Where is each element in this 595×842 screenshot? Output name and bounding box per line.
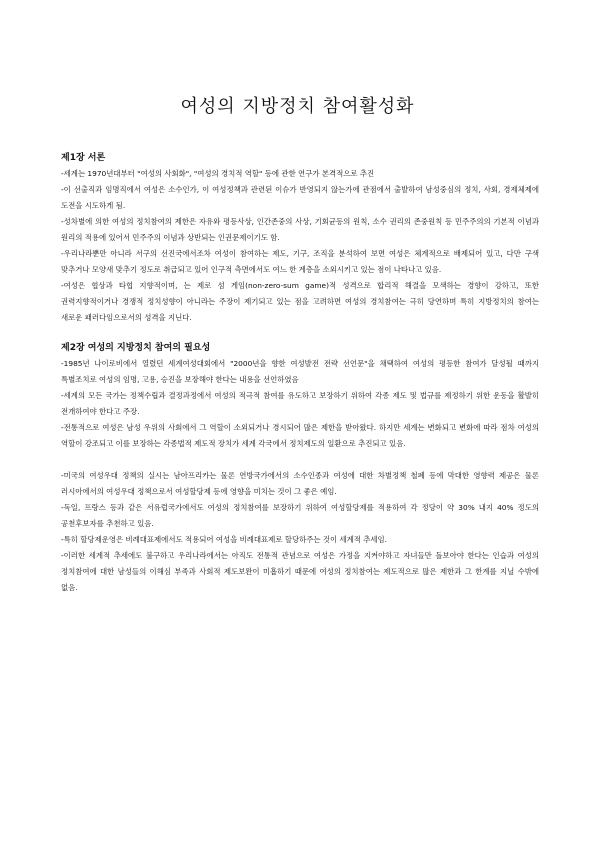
- document-body: [61, 150, 539, 596]
- paragraph: -성차별에 의한 여성의 정치참여의 제한은 자유와 평등사상, 인간존중의 사상, 기회균등의 원칙, 소수 권리의 존중원칙 등 민주주의의 기본적 이념과 원리의 적용에 있어서 민주주의 이념과 상반되는 인권문제이기도 함.: [61, 217, 539, 242]
- paragraph: -1985년 나이로비에서 열렸던 세계여성대회에서 "2000년을 향한 여성발전 전략 선언문"을 채택하여 여성의 평등한 참여가 달성될 때까지 특별조치로 여성의 임명, 고용, 승진을 보장해야 한다는 내용을 선언하였음: [61, 359, 539, 384]
- paragraph: -여성은 협상과 타협 지향적이며, 는 제로 섬 게임(non-zero-sum game)적 성격으로 합리적 해결을 모색하는 경향이 강하고, 또한 권력지향적이거나 경쟁적 정치성향이 아니라는 주장이 제기되고 있는 점을 고려하면 여성의 경치참여는 극히 당연하며 특히 지방정치의 참여는 새로운 패러다임으로서의 성격을 지닌다.: [61, 281, 539, 322]
- paragraph: -미국의 여성우대 정책의 실시는 남아프리카는 물론 연방국가에서의 소수인종과 여성에 대한 차별정책 철폐 등에 막대한 영향력 제공은 물론 러시아에서의 여성우대 정책으로서 여성할당제 등에 영향을 미치는 것이 그 좋은 예임.: [61, 471, 539, 496]
- paragraph: -이 선출직과 임명직에서 여성은 소수인가, 이 여성정책과 관련된 이슈가 반영되지 않는가에 관점에서 출발하여 남성중심의 정치, 사회, 경제체제에 도전을 시도하게 됨.: [61, 185, 539, 210]
- paragraph: -우리나라뿐만 아니라 서구의 선진국에서조차 여성이 참여하는 제도, 기구, 조직을 분석하여 보면 여성은 체계적으로 배제되어 있고, 다만 구색 맞추거나 모양새 맞추기 정도로 취급되고 있어 인구적 측면에서도 여느 한 계층을 소외시키고 있는 점이 나타나고 있음.: [61, 249, 539, 274]
- section-heading: 제1장 서론: [61, 153, 106, 163]
- section-introduction: [61, 150, 539, 326]
- paragraph: -이러한 세계적 추세에도 불구하고 우리나라에서는 아직도 전통적 관념으로 여성은 가정을 지켜야하고 자녀들만 돌보아야 한다는 인습과 여성의 정치참여에 대한 남성들의 이해심 부족과 사회적 제도보완이 미흡하기 때문에 여성의 정치참여는 제도적으로 많은 제한과 그 한계를 지닐 수밖에 없음.: [61, 551, 539, 592]
- paragraph-spacer: [61, 452, 539, 468]
- paragraph: -전통적으로 여성은 남성 우위의 사회에서 그 역할이 소외되거나 경시되어 많은 제한을 받아왔다. 하지만 세계는 변화되고 변화에 따라 점차 여성의 역할이 강조되고 이를 보장하는 각종법적 제도적 장치가 세계 각국에서 정치제도의 일환으로 추진되고 있음.: [61, 423, 539, 448]
- document-title: 여성의 지방정치 참여활성화: [180, 96, 415, 117]
- paragraph: -특히 할당제운영은 비례대표제에서도 적용되어 여성을 비례대표제로 할당하주는 것이 세계적 추세임.: [61, 535, 388, 544]
- paragraph: -세계의 모든 국가는 정책수립과 결정과정에서 여성의 적극적 참여를 유도하고 보장하기 위하여 각종 제도 및 법규를 제정하기 위한 운동을 활발히 전개하여야 한다고 주장.: [61, 391, 539, 416]
- paragraph: -세계는 1970년대부터 "여성의 사회화", "여성의 경치적 역할" 등에 관한 연구가 본격적으로 추진: [61, 169, 375, 178]
- section-heading: 제2장 여성의 지방정치 참여의 필요성: [61, 343, 211, 353]
- paragraph: -독일, 프랑스 등과 같은 서유럽국가에서도 여성의 정치참여를 보장하기 위하여 여성할당제를 적용하여 각 정당이 약 30% 내지 40% 정도의 공천후보자를 추천하고 있음.: [61, 503, 539, 528]
- section-necessity: [61, 340, 539, 596]
